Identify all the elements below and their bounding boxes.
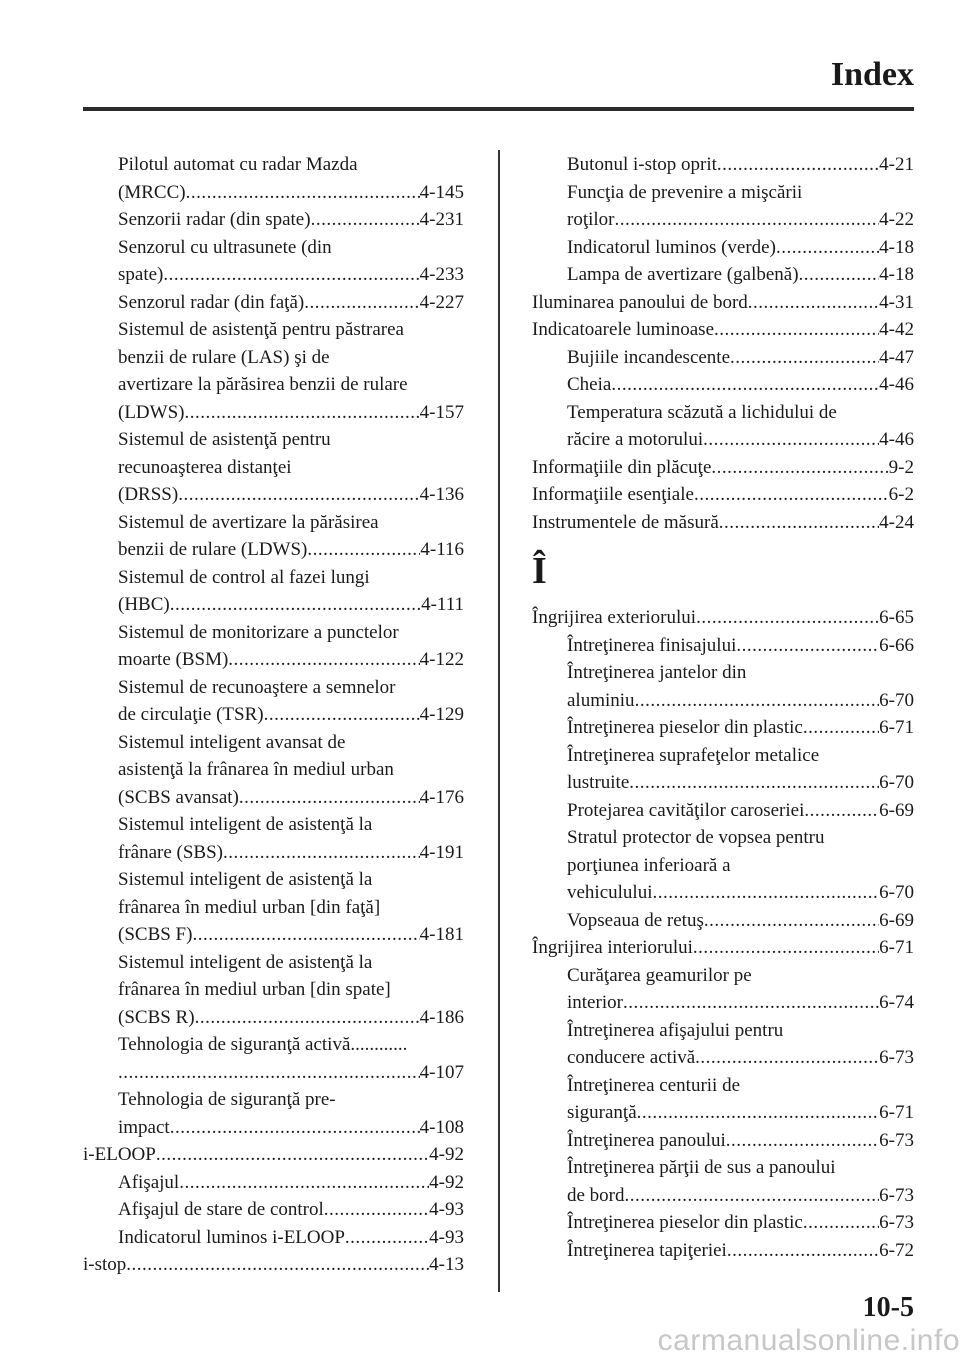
dot-leader [736, 632, 879, 660]
index-term: Temperatura scăzută a lichidului de [567, 401, 837, 423]
index-entry [532, 797, 914, 825]
index-term: frânare (SBS) [118, 841, 223, 863]
index-term: Informaţiile esenţiale [532, 484, 694, 505]
index-term: Sistemul de asistenţă pentru păstrarea [118, 319, 404, 340]
index-entry [83, 344, 464, 372]
index-term: Întreţinerea părţii de sus a panoului [567, 1157, 836, 1178]
dot-leader [170, 1114, 420, 1142]
index-entry [83, 1031, 464, 1059]
index-entry [532, 1209, 914, 1237]
index-term: Sistemul de avertizare la părăsirea [118, 511, 379, 533]
index-entry [532, 1182, 914, 1210]
index-entry [83, 701, 464, 729]
index-entry [83, 371, 464, 399]
dot-leader [727, 1237, 879, 1265]
dot-leader [304, 289, 419, 317]
index-term: Întreţinerea tapiţeriei [567, 1239, 727, 1261]
page-reference: 4-22 [879, 209, 914, 230]
index-term: Funcţia de prevenire a mişcării [567, 181, 803, 203]
dot-leader [615, 206, 880, 234]
index-term: Senzorul cu ultrasunete (din [118, 236, 332, 258]
page-reference: 6-73 [879, 1129, 914, 1151]
dot-leader [635, 687, 880, 715]
index-entry [532, 1017, 914, 1045]
index-term: Îngrijirea exteriorului [532, 607, 697, 628]
dot-leader [156, 1141, 429, 1169]
index-entry [532, 989, 914, 1017]
index-term: avertizare la părăsirea benzii de rulare [118, 374, 408, 395]
index-entry [83, 261, 464, 289]
dot-leader [625, 1182, 880, 1210]
index-entry [83, 921, 464, 949]
dot-leader [195, 1004, 420, 1032]
page-reference: 6-66 [879, 634, 914, 656]
page-reference: 6-69 [879, 909, 914, 931]
index-term: Întreţinerea pieselor din plastic [567, 1212, 803, 1233]
index-term: (LDWS) [118, 401, 185, 423]
dot-leader [714, 316, 879, 344]
index-entry [83, 646, 464, 674]
index-term: Lampa de avertizare (galbenă) [567, 264, 799, 285]
page-reference: 6-72 [879, 1239, 914, 1261]
index-entry [83, 1004, 464, 1032]
index-term: Întreţinerea jantelor din [567, 662, 747, 683]
index-term: spate) [118, 264, 164, 285]
dot-leader [126, 1251, 429, 1279]
index-entry [83, 564, 464, 592]
page-reference: 4-13 [429, 1254, 464, 1275]
index-term: Întreţinerea finisajului [567, 634, 737, 656]
index-entry [532, 399, 914, 427]
index-entry [83, 949, 464, 977]
page-reference: 4-46 [879, 374, 914, 395]
page-reference: 6-73 [879, 1212, 914, 1233]
index-entry [83, 784, 464, 812]
index-term: (HBC) [118, 594, 170, 615]
index-term: Vopseaua de retuş [567, 909, 704, 931]
index-entry [83, 811, 464, 839]
page-number: 10-5 [862, 1292, 914, 1323]
page-title: Index [830, 56, 914, 93]
dot-leader [228, 646, 419, 674]
index-entry [532, 481, 914, 509]
column-divider [498, 150, 500, 1292]
dot-leader [776, 234, 879, 262]
dot-leader [703, 426, 879, 454]
index-entry [532, 261, 914, 289]
index-term: Indicatorul luminos i-ELOOP [118, 1226, 345, 1248]
index-term: i-ELOOP [83, 1144, 156, 1165]
index-entry [532, 769, 914, 797]
index-entry [83, 976, 464, 1004]
dot-leader [803, 1209, 879, 1237]
index-term: benzii de rulare (LDWS) [118, 539, 308, 560]
index-entry [532, 509, 914, 537]
index-term: frânarea în mediul urban [din spate] [118, 979, 391, 1000]
section-letter-heading: Î [532, 550, 547, 592]
index-term: Protejarea cavităţilor caroseriei [567, 799, 805, 821]
dot-leader [324, 1196, 429, 1224]
index-entry [532, 632, 914, 660]
page-reference: 6-73 [879, 1047, 914, 1068]
index-entry [532, 1127, 914, 1155]
dot-leader [726, 1127, 879, 1155]
index-term: Sistemul inteligent de asistenţă la [118, 869, 373, 890]
index-entry [532, 316, 914, 344]
index-entry [83, 1059, 464, 1087]
index-entry [83, 894, 464, 922]
index-entry [83, 729, 464, 757]
index-term: Senzorii radar (din spate) [118, 209, 311, 230]
page-reference: 4-93 [429, 1226, 464, 1248]
index-term: (DRSS) [118, 484, 179, 505]
index-term: frânarea în mediul urban [din faţă] [118, 896, 381, 918]
index-term: Sistemul de control al fazei lungi [118, 566, 370, 588]
page-reference: 4-122 [419, 649, 464, 670]
index-column-left [83, 151, 464, 1279]
index-entry [532, 1154, 914, 1182]
index-term: de circulaţie (TSR) [118, 704, 264, 725]
page-reference: 6-71 [879, 937, 914, 958]
page-reference: 6-71 [879, 1102, 914, 1123]
index-term: Întreţinerea pieselor din plastic [567, 717, 803, 738]
index-entry [83, 1086, 464, 1114]
page-reference: 4-145 [419, 181, 464, 203]
index-entry [532, 179, 914, 207]
index-entry [532, 454, 914, 482]
index-term: Bujiile incandescente [567, 346, 731, 368]
index-entry [83, 839, 464, 867]
dot-leader [693, 934, 879, 962]
page-reference: 6-71 [879, 717, 914, 738]
index-entry [83, 866, 464, 894]
index-term: asistenţă la frânarea în mediul urban [118, 759, 394, 780]
index-term: răcire a motorului [567, 429, 704, 450]
index-term: Sistemul inteligent de asistenţă la [118, 951, 373, 973]
page-reference: 6-65 [879, 607, 914, 628]
index-term: interior [567, 992, 623, 1013]
index-term: Informaţiile din plăcuţe [532, 456, 712, 478]
index-entry [83, 234, 464, 262]
page-reference: 4-116 [420, 539, 464, 560]
index-entry [83, 674, 464, 702]
index-entry [83, 454, 464, 482]
dot-leader [730, 344, 879, 372]
index-entry [83, 206, 464, 234]
index-entry [532, 1044, 914, 1072]
dot-leader [637, 1099, 880, 1127]
page-reference: 4-191 [419, 841, 464, 863]
index-term: moarte (BSM) [118, 649, 229, 670]
index-term: vehiculului [567, 882, 653, 903]
index-term: Senzorul radar (din faţă) [118, 291, 305, 313]
index-term: Curăţarea geamurilor pe [567, 964, 752, 986]
index-entry [532, 714, 914, 742]
page-reference: 4-46 [879, 429, 914, 450]
index-term: siguranţă [567, 1102, 637, 1123]
index-term: (MRCC) [118, 181, 186, 203]
dot-leader [711, 454, 888, 482]
page-reference: 6-70 [879, 689, 914, 711]
dot-leader [307, 536, 420, 564]
index-term: Instrumentele de măsură [532, 511, 719, 533]
page-reference: 4-47 [879, 346, 914, 368]
index-entry [532, 371, 914, 399]
index-term: roţilor [567, 209, 615, 230]
page-reference: 4-176 [419, 786, 464, 808]
index-term: conducere activă [567, 1047, 696, 1068]
page-reference: 6-69 [879, 799, 914, 821]
page-reference: 4-231 [419, 209, 464, 230]
page-reference: 6-2 [888, 484, 914, 505]
index-term: porţiunea inferioară a [567, 854, 731, 876]
dot-leader [264, 701, 420, 729]
page-reference: 4-111 [421, 594, 464, 615]
index-term: Sistemul de monitorizare a punctelor [118, 621, 399, 643]
index-entry [83, 509, 464, 537]
index-entry [532, 687, 914, 715]
page-reference: 6-70 [879, 772, 914, 793]
index-entry [532, 934, 914, 962]
index-term: Sistemul de recunoaştere a semnelor [118, 676, 396, 698]
index-entry [83, 151, 464, 179]
page-reference: 4-42 [879, 319, 914, 340]
page-reference: 4-227 [419, 291, 464, 313]
index-entry [83, 591, 464, 619]
dot-leader [694, 481, 889, 509]
index-term: Sistemul inteligent de asistenţă la [118, 814, 373, 835]
index-term: aluminiu [567, 689, 635, 711]
page-reference: 9-2 [888, 456, 914, 478]
index-entry [83, 289, 464, 317]
index-list-i [532, 151, 914, 536]
dot-leader [704, 907, 879, 935]
index-entry [83, 1169, 464, 1197]
header-rule [83, 107, 914, 111]
dot-leader [652, 879, 879, 907]
dot-leader [748, 289, 879, 317]
index-term: recunoaşterea distanţei [118, 456, 292, 478]
index-entry [83, 1141, 464, 1169]
index-term: (SCBS F) [118, 924, 193, 945]
index-entry [532, 151, 914, 179]
dot-leader [311, 206, 420, 234]
dot-leader [803, 714, 879, 742]
index-list-i-circumflex [532, 604, 914, 1264]
page-reference: 6-70 [879, 882, 914, 903]
index-term: Sistemul inteligent avansat de [118, 731, 346, 753]
index-entry [532, 289, 914, 317]
index-term: Pilotul automat cu radar Mazda [118, 154, 358, 175]
index-entry [83, 1114, 464, 1142]
page-reference: 4-233 [419, 264, 464, 285]
index-entry [83, 1196, 464, 1224]
dot-leader [170, 591, 421, 619]
index-entry [532, 742, 914, 770]
index-term: Butonul i-stop oprit [567, 154, 717, 175]
index-term: Indicatoarele luminoase [532, 319, 715, 340]
page-reference: 4-92 [429, 1171, 464, 1193]
dot-leader [629, 769, 879, 797]
page-reference: 4-136 [419, 484, 464, 505]
dot-leader [184, 399, 419, 427]
index-term: Afişajul de stare de control [118, 1199, 324, 1220]
page-reference: 4-157 [419, 401, 464, 423]
page-reference: 4-31 [879, 291, 914, 313]
dot-leader [695, 1044, 879, 1072]
page-reference: 4-18 [879, 236, 914, 258]
index-entry [532, 659, 914, 687]
page-reference: 4-108 [419, 1116, 464, 1138]
index-entry [532, 962, 914, 990]
dot-leader [611, 371, 879, 399]
index-entry [532, 426, 914, 454]
index-entry [83, 756, 464, 784]
index-entry [532, 234, 914, 262]
page-reference: 6-73 [879, 1184, 914, 1206]
index-entry [532, 907, 914, 935]
index-term: Tehnologia de siguranţă pre- [118, 1089, 336, 1110]
index-entry [532, 879, 914, 907]
dot-leader [799, 261, 880, 289]
index-term: lustruite [567, 772, 630, 793]
dot-leader [223, 839, 420, 867]
index-column-right [532, 151, 914, 1264]
index-entry [83, 399, 464, 427]
page-reference: 4-93 [429, 1199, 464, 1220]
index-entry [83, 426, 464, 454]
dot-leader [239, 784, 420, 812]
watermark-url: carmanualsonline.info [657, 1324, 960, 1357]
index-entry [83, 481, 464, 509]
page-reference: 4-24 [879, 511, 914, 533]
page-reference: 4-18 [879, 264, 914, 285]
index-term: Sistemul de asistenţă pentru [118, 429, 331, 450]
dot-leader [192, 921, 419, 949]
index-term: (SCBS R) [118, 1006, 195, 1028]
dot-leader [696, 604, 879, 632]
dot-leader [179, 1169, 429, 1197]
page-reference: 4-186 [419, 1006, 464, 1028]
dot-leader [118, 1059, 420, 1087]
page-reference: 4-92 [429, 1144, 464, 1165]
dot-leader [345, 1224, 429, 1252]
index-term: benzii de rulare (LAS) şi de [118, 346, 330, 368]
page-reference: 4-129 [419, 704, 464, 725]
index-entry [83, 1224, 464, 1252]
dot-leader [719, 509, 879, 537]
dot-leader [163, 261, 419, 289]
index-term: impact [118, 1116, 170, 1138]
index-entry [532, 824, 914, 852]
index-term: Tehnologia de siguranţă activă............ [118, 1034, 408, 1055]
index-entry [532, 1237, 914, 1265]
index-entry [83, 179, 464, 207]
index-entry [83, 619, 464, 647]
dot-leader [623, 989, 879, 1017]
index-entry [532, 604, 914, 632]
index-term: i-stop [83, 1254, 127, 1275]
dot-leader [804, 797, 879, 825]
page-reference: 4-107 [419, 1061, 464, 1083]
index-term: Cheia [567, 374, 612, 395]
page-reference: 4-21 [879, 154, 914, 175]
index-entry [532, 1072, 914, 1100]
index-entry [83, 316, 464, 344]
index-entry [532, 852, 914, 880]
dot-leader [186, 179, 420, 207]
page-reference: 6-74 [879, 992, 914, 1013]
index-term: Întreţinerea panoului [567, 1129, 726, 1151]
index-entry [532, 206, 914, 234]
dot-leader [178, 481, 419, 509]
index-entry [532, 1099, 914, 1127]
index-term: Întreţinerea afişajului pentru [567, 1019, 784, 1041]
index-term: Iluminarea panoului de bord [532, 291, 748, 313]
index-term: de bord [567, 1184, 625, 1206]
index-term: Întreţinerea centurii de [567, 1074, 741, 1096]
dot-leader [717, 151, 879, 179]
index-term: Stratul protector de vopsea pentru [567, 827, 825, 848]
index-term: Îngrijirea interiorului [532, 937, 693, 958]
index-term: (SCBS avansat) [118, 786, 239, 808]
index-entry [83, 536, 464, 564]
page-reference: 4-181 [419, 924, 464, 945]
index-term: Întreţinerea suprafeţelor metalice [567, 744, 820, 766]
index-term: Indicatorul luminos (verde) [567, 236, 776, 258]
index-entry [532, 344, 914, 372]
index-term: Afişajul [118, 1171, 180, 1193]
index-entry [83, 1251, 464, 1279]
